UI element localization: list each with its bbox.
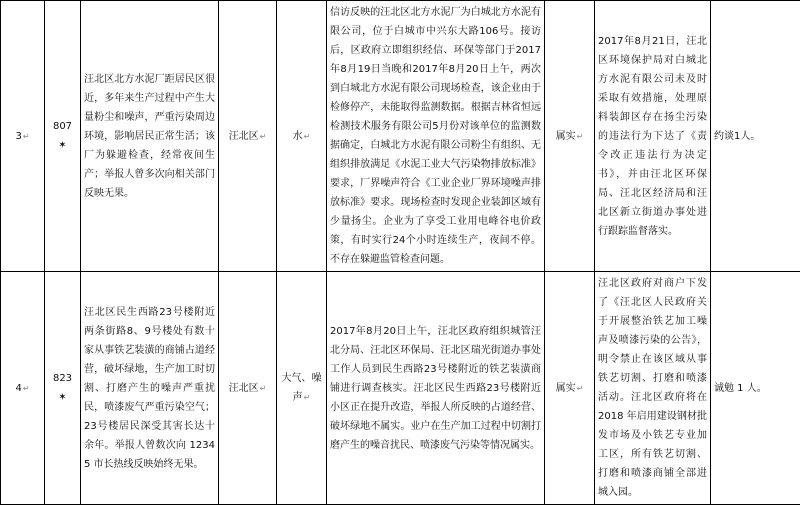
complaint-text: 汪北区民生西路23号楼附近两条街路8、9号楼处有数十家从事铁艺装潢的商铺占道经营，破坏绿地，生产加工时切割、打磨产生的噪声严重扰民，喷漆废气严重污染空气；23号楼居民深受其害长达十余年。举报人曾数次向 12345 市长热线反映始终无果。 <box>84 303 215 474</box>
district-text: 汪北区 <box>229 131 259 142</box>
district-cell <box>219 1 277 272</box>
asterisk-mark-icon: ✶ <box>58 140 66 151</box>
paragraph-mark-icon: ↵ <box>260 132 267 141</box>
complaint-cell <box>81 272 219 505</box>
paragraph-mark-icon: ↵ <box>577 132 584 141</box>
handling-text: 汪北区政府对商户下发了《汪北区人民政府关于开展整治铁艺加工噪声及喷漆污染的公告》，明令禁止在该区域从事铁艺切割、打磨和喷漆活动。汪北区政府将在 2018 年启用建设钢材批发市场及小铁艺专业加工区，所有铁艺切割、打磨和喷漆商铺全部进城入园。 <box>598 274 707 502</box>
pollution-type: 水 <box>293 131 303 142</box>
case-id-cell <box>45 1 81 272</box>
paragraph-mark-icon: ↵ <box>23 384 30 393</box>
handling-cell <box>595 1 711 272</box>
investigation-cell <box>327 272 545 505</box>
result-cell <box>545 1 595 272</box>
pollution-type-cell <box>277 1 327 272</box>
case-id-cell <box>45 272 81 505</box>
row-number: 4 <box>15 383 21 394</box>
case-id: 823 <box>53 373 72 384</box>
asterisk-mark-icon: ✶ <box>58 392 66 403</box>
complaint-text: 汪北区北方水泥厂距居民区很近，多年来生产过程中产生大量粉尘和噪声，严重污染周边环境，影响居民正常生活；该厂为躲避检查，经常夜间生产；举报人曾多次向相关部门反映无果。 <box>84 70 215 203</box>
case-id: 807 <box>53 121 72 132</box>
investigation-text: 2017年8月20日上午，汪北区政府组织城管汪北分局、汪北区环保局、汪北区瑞光街道办事处工作人员到民生西路23号楼附近的铁艺装潢商铺进行调查核实。汪北区民生西路23号楼附近小区正在提升改造，举报人所反映的占道经营、破坏绿地不属实。业户在生产加工过程中切割打磨产生的噪音扰民、喷漆废气污染等情况属实。 <box>330 322 541 455</box>
investigation-cell <box>327 1 545 272</box>
row-number-cell <box>1 1 45 272</box>
table-row <box>1 272 800 505</box>
handling-text: 2017年8月21日，汪北区环境保护局对白城北方水泥有限公司未及时采取有效措施，处理原料装卸区存在扬尘污染的违法行为下达了《责令改正违法行为决定书》，并由汪北区环保局、汪北区经济局和汪北区新立街道办事处进行跟踪监督落实。 <box>598 32 707 241</box>
row-number-cell <box>1 272 45 505</box>
paragraph-mark-icon: ↵ <box>23 132 30 141</box>
row-number: 3 <box>15 131 21 142</box>
result-cell <box>545 272 595 505</box>
note-cell <box>711 272 800 505</box>
pollution-type: 大气、噪声 <box>282 373 322 403</box>
table-row <box>1 1 800 272</box>
note-text: 约谈1人。 <box>714 131 760 142</box>
paragraph-mark-icon: ↵ <box>304 132 311 141</box>
district-cell <box>219 272 277 505</box>
complaint-cell <box>81 1 219 272</box>
handling-cell <box>595 272 711 505</box>
paragraph-mark-icon: ↵ <box>260 384 267 393</box>
district-text: 汪北区 <box>229 383 259 394</box>
note-text: 诚勉 1 人。 <box>714 383 767 394</box>
investigation-text: 信访反映的汪北区北方水泥厂为白城北方水泥有限公司，位于白城市中兴东大路106号。接访后，区政府立即组织经信、环保等部门于2017年8月19日当晚和2017年8月20日上午，两次到白城北方水泥有限公司现场检查，该企业由于检修停产，未能取得监测数据。根据吉林省恒远检测技术服务有限公司5月份对该单位的监测数据确定，白城北方水泥有限公司粉尘有组织、无组织排放满足《水泥工业大气污染物排放标准》要求，厂界噪声符合《工业企业厂界环境噪声排放标准》要求。现场检查时发现企业装卸区域有少量扬尘。企业为了享受工业用电峰谷电价政策，有时实行24个小时连续生产，夜间不停。不存在躲避监管检查问题。 <box>330 3 541 269</box>
result-text: 属实 <box>556 383 576 394</box>
paragraph-mark-icon: ↵ <box>577 384 584 393</box>
result-text: 属实 <box>556 131 576 142</box>
paragraph-mark-icon: ↵ <box>304 393 311 402</box>
pollution-type-cell <box>277 272 327 505</box>
note-cell <box>711 1 800 272</box>
